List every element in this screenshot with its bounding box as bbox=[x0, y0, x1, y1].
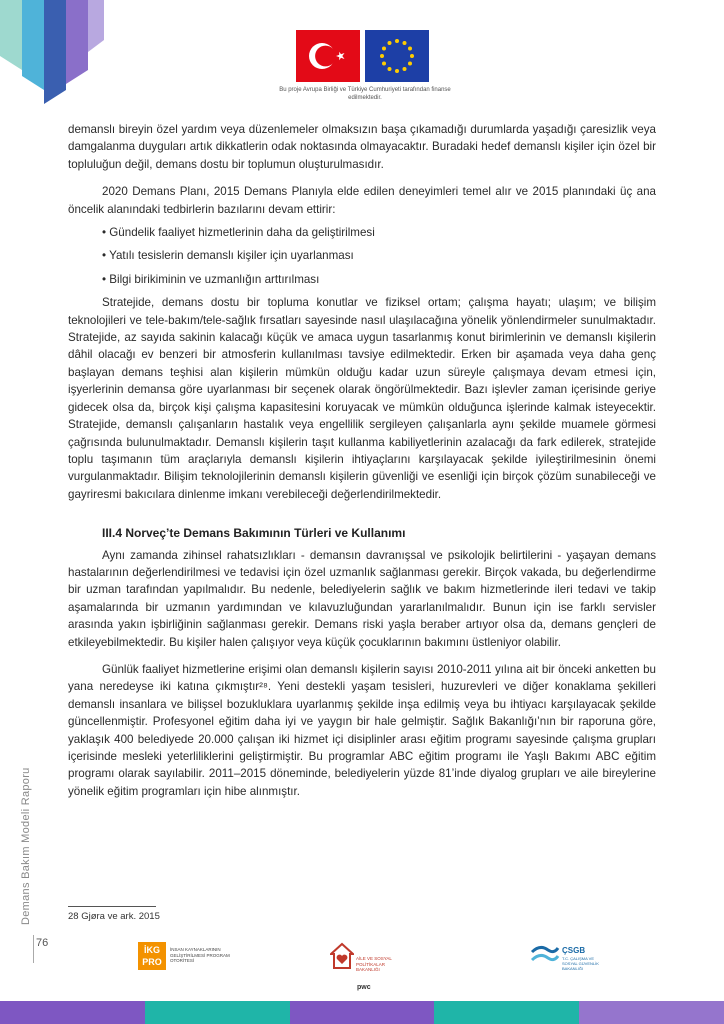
footnote: 28 Gjøra ve ark. 2015 bbox=[68, 911, 160, 922]
pwc-logo: pwc bbox=[357, 984, 371, 991]
bar-segment bbox=[0, 1001, 145, 1024]
bullet-list bbox=[102, 224, 656, 288]
section-heading: III.4 Norveç’te Demans Bakımının Türleri ve Kullanımı bbox=[102, 526, 406, 541]
ikg-mark: İKG PRO bbox=[138, 942, 166, 970]
page-number: 76 bbox=[36, 937, 49, 949]
divider bbox=[33, 935, 34, 963]
list-item: • Yatılı tesislerin demanslı kişiler için uyarlanması bbox=[102, 247, 656, 264]
corner-decoration bbox=[0, 0, 110, 110]
bar-segment bbox=[579, 1001, 724, 1024]
paragraph: demanslı bireyin özel yardım veya düzenlemeler olmaksızın başa çıkamadığı durumlarda yaşadığı çaresizlik veya damgalanma duyguları artık dikkatlerin odak noktasında olmayacaktır. Buradaki hedef demanslı kişiler için özel bir topluluğun değil, demans dostu bir toplumun oluşturulmasıdır. bbox=[68, 123, 656, 171]
bottom-color-bar bbox=[0, 1001, 724, 1024]
header-flags bbox=[296, 30, 430, 82]
funding-note: Bu proje Avrupa Birliği ve Türkiye Cumhuriyeti tarafından finanse edilmektedir. bbox=[279, 87, 451, 101]
page-body bbox=[68, 121, 656, 800]
ikg-caption: İNSAN KAYNAKLARININ GELİŞTİRİLMESİ PROGRAM OTORİTESİ bbox=[170, 947, 230, 963]
bar-segment bbox=[145, 1001, 290, 1024]
list-item: • Gündelik faaliyet hizmetlerinin daha da geliştirilmesi bbox=[102, 224, 656, 241]
csgb-caption: T.C. ÇALIŞMA VE SOSYAL GÜVENLİK BAKANLIĞI bbox=[562, 956, 599, 971]
aile-caption: AİLE VE SOSYAL POLİTİKALAR BAKANLIĞI bbox=[356, 956, 392, 972]
csgb-wave-icon bbox=[530, 942, 560, 968]
turkish-flag-icon bbox=[296, 30, 360, 82]
paragraph: 2020 Demans Planı, 2015 Demans Planıyla elde edilen deneyimleri temel alır ve 2015 planındaki üç ana öncelik alanındaki tedbirlerin bazılarını devam ettirir: bbox=[68, 185, 656, 216]
csgb-logo bbox=[530, 942, 600, 982]
running-title: Demans Bakım Modeli Raporu bbox=[20, 767, 32, 925]
paragraph: Stratejide, demans dostu bir topluma konutlar ve fiziksel ortam; çalışma hayatı; ulaşım; ve bilişim teknolojileri ve tele-bakım/tele-sağlık fırsatları sayesinde nasıl ulaşılacağına yönelik yönlendirmeler sunulmaktadır. Stratejide, az sayıda sakinin kalacağı küçük ve amaca uygun tasarlanmış konut birimlerinin ve demanslı kişilerin dâhil olacağı ev benzeri bir atmosferin kullanılması tavsiye edilmektedir. Erken bir aşamada veya daha genç başlayan demans teşhisi alan kişilerin mümkün olduğu kadar uzun süreyle çalışmaya devam etmesi için, işyerlerinin demansa göre uyarlanması bir seçenek olarak öngörülmektedir. Bazı işlevler zaman içerisinde geriye gidecek olsa da, birçok kişi çalışma kapasitesini koruyacak ve mümkün olduğunca işlerinde kalmak isteyecektir. Stratejide, demanslı çalışanların hastalık veya engellilik sergileyen çalışanlarla aynı şekilde muamele görmesi çağrısında bulunulmaktadır. Demanslı kişilerin taşıt kullanma kabiliyetlerinin azalacağı da fark edilerek, stratejide toplu taşımanın tüm araçlarıyla demanslı kişilerin ihtiyaçlarını karşılayacak şekilde iyileştirilmesinin önemi vurgulanmaktadır. Bilişim teknolojilerinin demanslı kişilerin güvenliği ve esenliği için birçok çözüm sunabileceği ve gayriresmi bakıcılara dinlenme imkanı verebileceği değerlendirilmektedir. bbox=[68, 296, 656, 501]
paragraph: Günlük faaliyet hizmetlerine erişimi olan demanslı kişilerin sayısı 2010-2011 yılına ait bir önceki anketten bu yana neredeyse iki katına çıkmıştır²⁸. Yeni destekli yaşam tesisleri, huzurevleri ve diğer konaklama şekilleri demanslı insanlara ve bilişsel bozukluklara uyarlanmış şekilde inşa edilmiş veya bu ihtiyacı karşılayacak şekilde güncellenmiştir. Profesyonel eğitim daha iyi ve yaygın bir hale gelmiştir. Sağlık Bakanlığı’nın bir raporuna göre, yaklaşık 400 belediyede 20.000 çalışan iki hizmet içi disiplinler arası eğitim programı sayesinde çalışma grupları içerisinde mesleki yeterliliklerini geliştirmiştir. Bu programlar ABC eğitim programı ile Yaşlı Bakımı ABC eğitim programı olarak sayılabilir. 2011–2015 döneminde, belediyelerin yüzde 81’inde diyalog grupları ve aile bireylerine yönelik eğitim programları için hibe alınmıştır. bbox=[68, 662, 656, 798]
bar-segment bbox=[290, 1001, 435, 1024]
footnote-rule bbox=[68, 906, 156, 907]
paragraph: Aynı zamanda zihinsel rahatsızlıkları - demansın davranışsal ve psikolojik belirtilerini - yaşayan demans hastalarının değerlendirilmesi ve tedavisi için özel uzmanlık sağlanması gerekir. Birçok vakada, bu değerlendirme bir uzman tarafından yapılmalıdır. Bu nedenle, belediyelerin sağlık ve bakım hizmetlerinde ileri tedavi ve takip aşamalarında bir uzmanın yardımından ve kılavuzluğundan yararlanılmalıdır. Bunun için ise farklı servisler arasında yakın işbirliğinin sağlanması gerekir. Demans riski yaşla beraber artıyor olsa da, demans gençleri de etkileyebilmektedir. Bu kişiler halen çalışıyor veya küçük çocuklarının bakımını üstleniyor olabilir. bbox=[68, 548, 656, 649]
list-item: • Bilgi birikiminin ve uzmanlığın arttırılması bbox=[102, 271, 656, 288]
eu-flag-icon bbox=[365, 30, 429, 82]
csgb-mark: ÇSGB bbox=[562, 946, 586, 955]
house-heart-icon bbox=[330, 942, 354, 972]
aile-bakanligi-logo bbox=[330, 942, 400, 982]
ikg-pro-logo bbox=[138, 942, 238, 982]
bar-segment bbox=[434, 1001, 579, 1024]
